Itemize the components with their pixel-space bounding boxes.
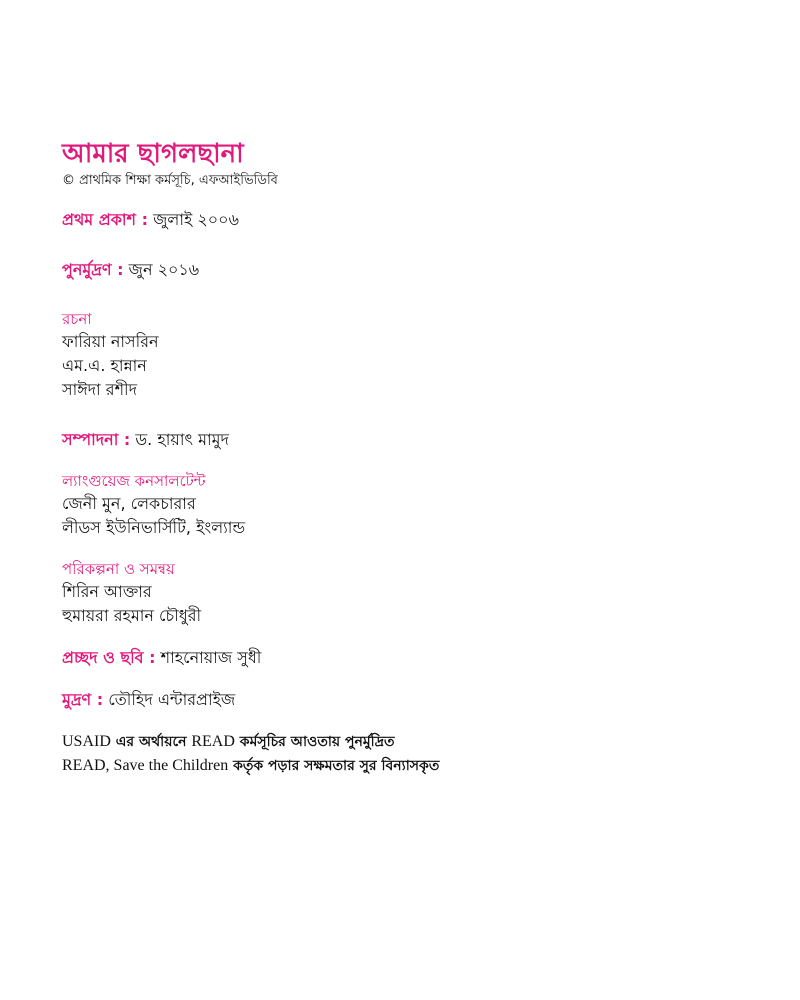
first-publication-value: জুলাই ২০০৬ xyxy=(153,210,239,229)
copyright-line: © প্রাথমিক শিক্ষা কর্মসূচি, এফআইভিডিবি xyxy=(62,173,278,188)
printing-value: তৌহিদ এন্টারপ্রাইজ xyxy=(108,690,236,709)
language-consultant-heading: ল্যাংগুয়েজ কনসালটেন্ট xyxy=(62,472,206,490)
authors-section xyxy=(62,308,762,402)
consultant-line: লীডস ইউনিভার্সিটি, ইংল্যান্ড xyxy=(62,518,246,537)
credit-bengali: কর্তৃক পড়ার সক্ষমতার সুর বিন্যাসকৃত xyxy=(228,758,440,774)
credit-bengali: কর্মসূচির আওতায় পুনর্মুদ্রিত xyxy=(234,734,395,750)
author-name: সাঈদা রশীদ xyxy=(62,380,138,399)
cover-art-label: প্রচ্ছদ ও ছবি : xyxy=(62,648,156,667)
editor-row xyxy=(62,428,762,452)
cover-art-row xyxy=(62,646,762,670)
credit-bengali: এর অর্থায়নে xyxy=(110,734,192,750)
credit-latin: READ, Save the Children xyxy=(62,757,229,774)
consultant-line: জেনী মুন, লেকচারার xyxy=(62,494,196,513)
author-name: এম.এ. হান্নান xyxy=(62,356,147,375)
first-publication-label: প্রথম প্রকাশ : xyxy=(62,210,148,229)
printing-label: মুদ্রণ : xyxy=(62,690,104,709)
reprint-value: জুন ২০১৬ xyxy=(128,260,200,279)
book-title: আমার ছাগলছানা xyxy=(62,139,244,169)
editor-label: সম্পাদনা : xyxy=(62,430,131,449)
arrangement-credit-line xyxy=(62,754,762,778)
printing-row xyxy=(62,688,762,712)
reprint-row xyxy=(62,258,762,282)
language-consultant-section xyxy=(62,470,762,540)
credit-latin: USAID xyxy=(62,733,111,750)
imprint-page xyxy=(62,138,762,778)
first-publication-row xyxy=(62,208,762,232)
credit-latin: READ xyxy=(191,733,235,750)
reprint-label: পুনর্মুদ্রণ : xyxy=(62,260,124,279)
cover-art-value: শাহনোয়াজ সুধী xyxy=(160,648,262,667)
authors-heading: রচনা xyxy=(62,310,92,328)
funding-credit-line xyxy=(62,730,762,754)
planning-section xyxy=(62,558,762,628)
planner-name: হুমায়রা রহমান চৌধুরী xyxy=(62,606,202,625)
planning-heading: পরিকল্পনা ও সমন্বয় xyxy=(62,560,175,578)
planner-name: শিরিন আক্তার xyxy=(62,582,152,601)
author-name: ফারিয়া নাসরিন xyxy=(62,332,159,351)
editor-value: ড. হায়াৎ মামুদ xyxy=(135,430,229,449)
